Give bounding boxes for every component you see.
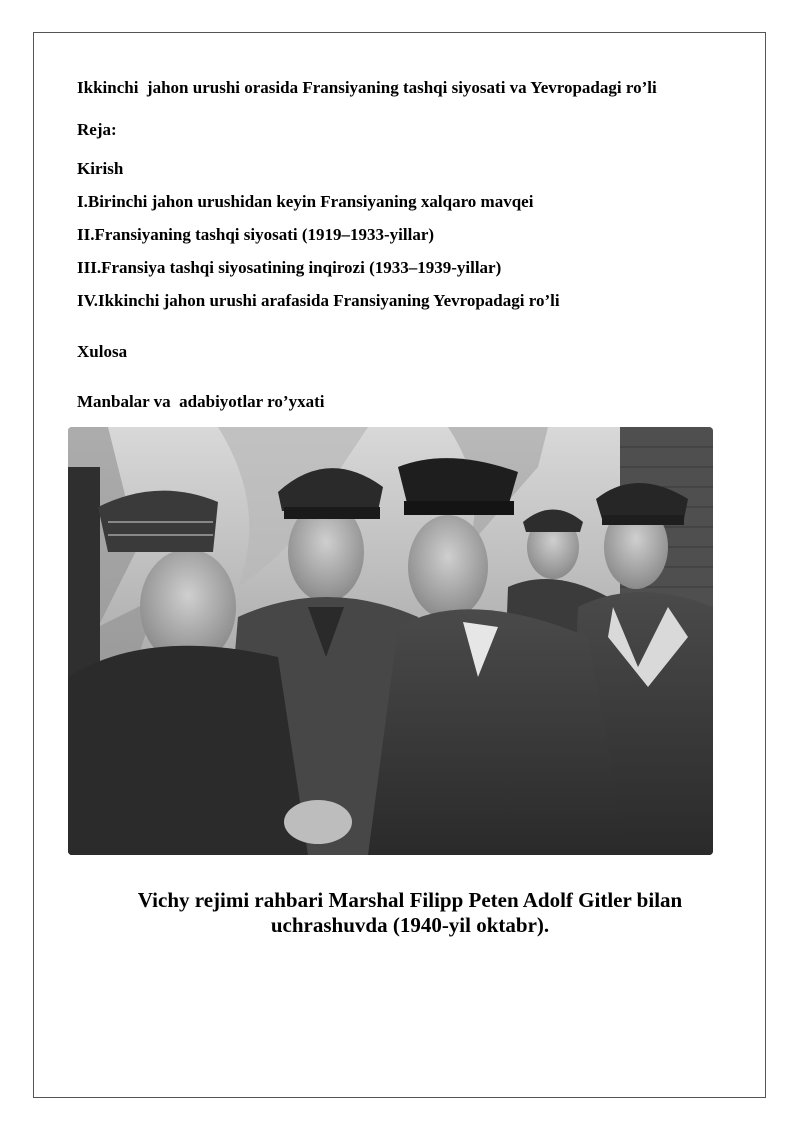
sources-heading: Manbalar va adabiyotlar ro’yxati [77, 392, 325, 411]
document-title: Ikkinchi jahon urushi orasida Fransiyaning tashqi siyosati va Yevropadagi ro’li [77, 78, 657, 97]
plan-item-3: III.Fransiya tashqi siyosatining inqirozi (1933–1939-yillar) [77, 258, 502, 277]
plan-item-4: IV.Ikkinchi jahon urushi arafasida Fransiyaning Yevropadagi ro’li [77, 291, 560, 310]
conclusion-heading: Xulosa [77, 342, 128, 361]
caption-line-2: uchrashuvda (1940-yil oktabr). [270, 913, 550, 937]
plan-item-1: I.Birinchi jahon urushidan keyin Fransiyaning xalqaro mavqei [77, 192, 534, 211]
photo-caption [100, 888, 720, 938]
plan-heading: Reja: [77, 120, 117, 139]
caption-line-1: Vichy rejimi rahbari Marshal Filipp Peten Adolf Gitler bilan [137, 888, 683, 912]
plan-item-2: II.Fransiyaning tashqi siyosati (1919–1933-yillar) [77, 225, 435, 244]
historical-photo [68, 427, 713, 855]
plan-item-intro: Kirish [77, 159, 124, 178]
